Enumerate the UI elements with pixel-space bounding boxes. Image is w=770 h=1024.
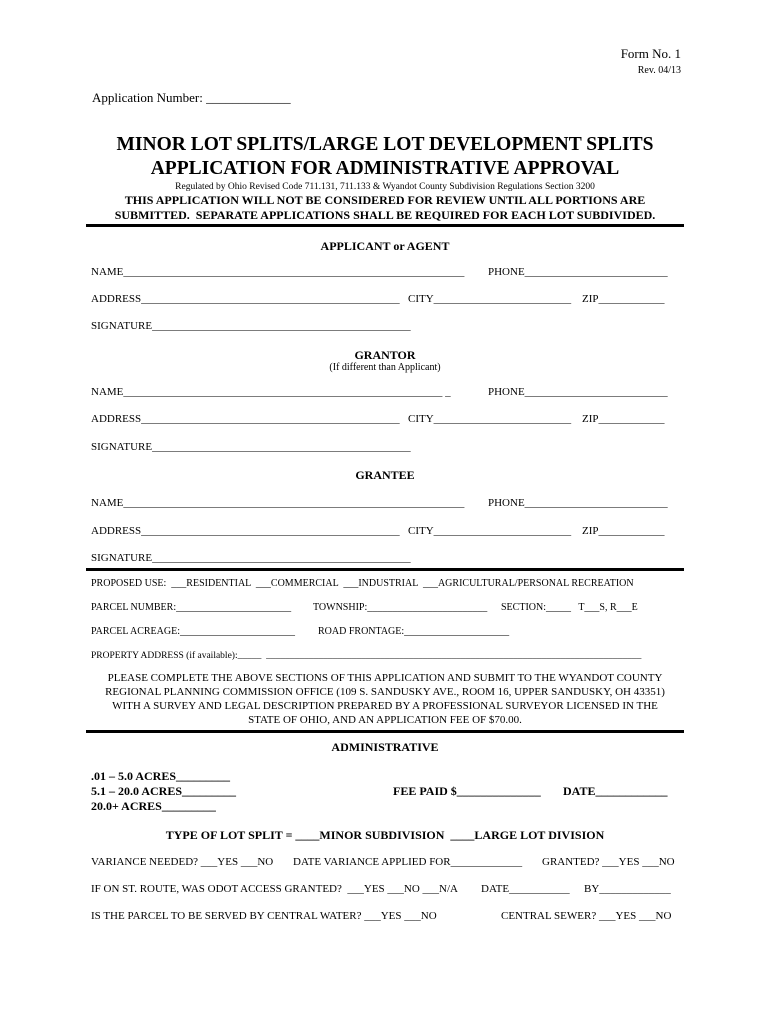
regulation-reference: Regulated by Ohio Revised Code 711.131, 711.133 & Wyandot County Subdivision Regulations Section 3200 xyxy=(175,182,595,192)
applicant-heading: APPLICANT or AGENT xyxy=(320,239,450,253)
grantee-phone-field[interactable]: PHONE__________________________ xyxy=(488,497,668,509)
variance-needed-field[interactable]: VARIANCE NEEDED? ___YES ___NO xyxy=(91,856,274,868)
grantee-city-field[interactable]: CITY_________________________ xyxy=(408,525,572,537)
lot-split-type-field[interactable]: TYPE OF LOT SPLIT = ____MINOR SUBDIVISION ____LARGE LOT DIVISION xyxy=(165,828,605,842)
grantor-zip-field[interactable]: ZIP____________ xyxy=(582,413,665,425)
section-divider xyxy=(86,224,684,227)
central-sewer-field[interactable]: CENTRAL SEWER? ___YES ___NO xyxy=(501,910,672,922)
parcel-acreage-field[interactable]: PARCEL ACREAGE:_______________________ xyxy=(91,626,295,637)
fee-date-field[interactable]: DATE____________ xyxy=(563,784,668,798)
central-water-field[interactable]: IS THE PARCEL TO BE SERVED BY CENTRAL WATER? ___YES ___NO xyxy=(91,910,437,922)
grantor-city-field[interactable]: CITY_________________________ xyxy=(408,413,572,425)
variance-granted-field[interactable]: GRANTED? ___YES ___NO xyxy=(542,856,675,868)
instructions-line: STATE OF OHIO, AND AN APPLICATION FEE OF $70.00. xyxy=(248,714,522,726)
form-number: Form No. 1 xyxy=(620,46,681,61)
grantor-heading: GRANTOR xyxy=(354,348,416,362)
grantor-phone-field[interactable]: PHONE__________________________ xyxy=(488,386,668,398)
applicant-city-field[interactable]: CITY_________________________ xyxy=(408,293,572,305)
section-divider xyxy=(86,730,684,733)
grantee-signature-field[interactable]: SIGNATURE_______________________________________________ xyxy=(91,552,411,564)
grantor-subheading: (If different than Applicant) xyxy=(329,362,441,373)
revision-date: Rev. 04/13 xyxy=(637,65,681,76)
instructions-line: PLEASE COMPLETE THE ABOVE SECTIONS OF THIS APPLICATION AND SUBMIT TO THE WYANDOT COUNTY xyxy=(107,672,663,684)
road-frontage-field[interactable]: ROAD FRONTAGE:_____________________ xyxy=(318,626,510,637)
instructions-line: WITH A SURVEY AND LEGAL DESCRIPTION PREPARED BY A PROFESSIONAL SURVEYOR LICENSED IN THE xyxy=(112,700,658,712)
acres-option-3[interactable]: 20.0+ ACRES_________ xyxy=(91,799,216,813)
parcel-number-field[interactable]: PARCEL NUMBER:_______________________ xyxy=(91,602,292,613)
form-title-line1: MINOR LOT SPLITS/LARGE LOT DEVELOPMENT SPLITS xyxy=(116,134,654,155)
fee-paid-field[interactable]: FEE PAID $______________ xyxy=(393,784,541,798)
variance-date-field[interactable]: DATE VARIANCE APPLIED FOR_____________ xyxy=(293,856,523,868)
section-field[interactable]: SECTION:_____ T___S, R___E xyxy=(501,602,638,613)
grantee-zip-field[interactable]: ZIP____________ xyxy=(582,525,665,537)
property-address-field[interactable]: PROPERTY ADDRESS (if available):_____ _______________________________________________________________________________ xyxy=(91,651,642,661)
warning-line1: THIS APPLICATION WILL NOT BE CONSIDERED FOR REVIEW UNTIL ALL PORTIONS ARE xyxy=(124,193,646,207)
township-field[interactable]: TOWNSHIP:________________________ xyxy=(313,602,488,613)
grantor-name-field[interactable]: NAME__________________________________________________________ _ xyxy=(91,386,451,398)
grantor-address-field[interactable]: ADDRESS_______________________________________________ xyxy=(91,413,400,425)
applicant-phone-field[interactable]: PHONE__________________________ xyxy=(488,266,668,278)
applicant-signature-field[interactable]: SIGNATURE_______________________________________________ xyxy=(91,320,411,332)
applicant-address-field[interactable]: ADDRESS_______________________________________________ xyxy=(91,293,400,305)
applicant-zip-field[interactable]: ZIP____________ xyxy=(582,293,665,305)
instructions-line: REGIONAL PLANNING COMMISSION OFFICE (109 S. SANDUSKY AVE., ROOM 16, UPPER SANDUSKY, OH 43351) xyxy=(105,686,665,698)
grantee-name-field[interactable]: NAME______________________________________________________________ xyxy=(91,497,465,509)
form-title-line2: APPLICATION FOR ADMINISTRATIVE APPROVAL xyxy=(150,158,620,179)
acres-option-2[interactable]: 5.1 – 20.0 ACRES_________ xyxy=(91,784,237,798)
applicant-name-field[interactable]: NAME______________________________________________________________ xyxy=(91,266,465,278)
odot-by-field[interactable]: BY_____________ xyxy=(584,883,671,895)
odot-date-field[interactable]: DATE___________ xyxy=(481,883,570,895)
warning-line2: SUBMITTED. SEPARATE APPLICATIONS SHALL BE REQUIRED FOR EACH LOT SUBDIVIDED. xyxy=(114,208,656,222)
application-number-field[interactable]: Application Number: _____________ xyxy=(92,90,291,105)
grantor-signature-field[interactable]: SIGNATURE_______________________________________________ xyxy=(91,441,411,453)
grantee-address-field[interactable]: ADDRESS_______________________________________________ xyxy=(91,525,400,537)
grantee-heading: GRANTEE xyxy=(355,468,415,482)
administrative-heading: ADMINISTRATIVE xyxy=(331,740,439,754)
odot-access-field[interactable]: IF ON ST. ROUTE, WAS ODOT ACCESS GRANTED? ___YES ___NO ___N/A xyxy=(91,883,458,895)
section-divider xyxy=(86,568,684,571)
acres-option-1[interactable]: .01 – 5.0 ACRES_________ xyxy=(91,769,231,783)
proposed-use-field[interactable]: PROPOSED USE: ___RESIDENTIAL ___COMMERCIAL ___INDUSTRIAL ___AGRICULTURAL/PERSONAL RECREATION xyxy=(91,578,634,589)
